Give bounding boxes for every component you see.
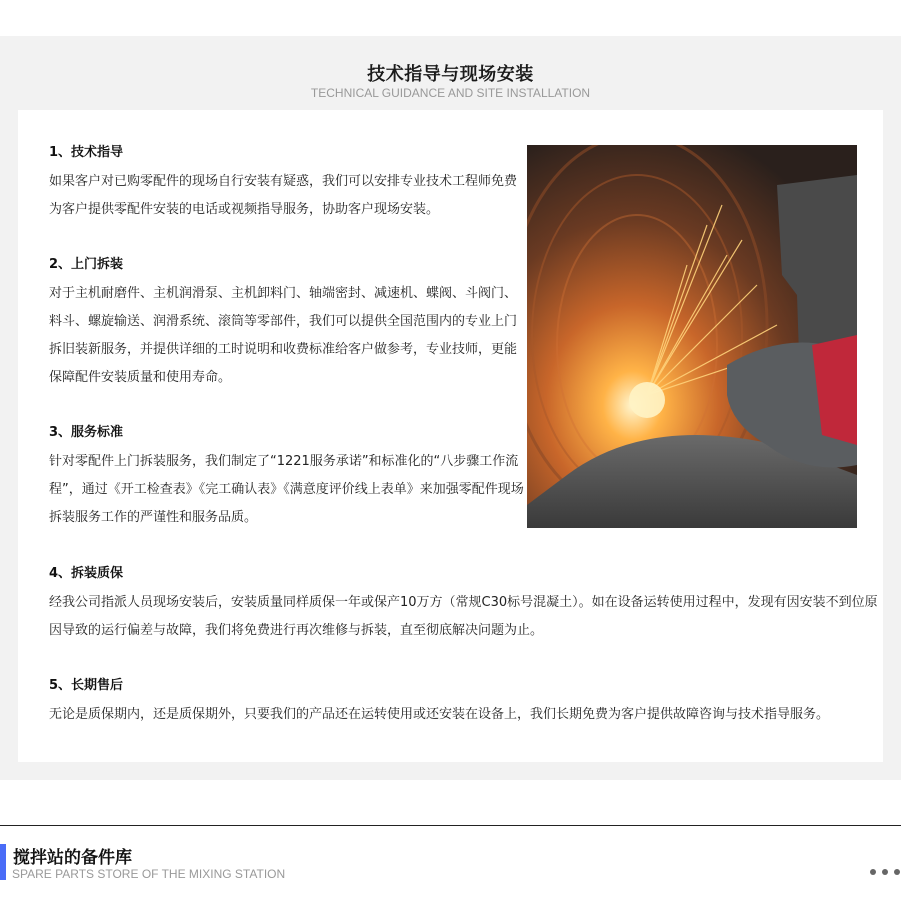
next-section-subtitle: SPARE PARTS STORE OF THE MIXING STATION xyxy=(12,867,286,881)
text-column xyxy=(49,144,529,564)
dot-icon xyxy=(882,869,888,875)
technical-guidance-section xyxy=(0,36,901,780)
section-divider xyxy=(0,825,901,826)
more-icon[interactable] xyxy=(870,869,900,875)
item-title: 3、服务标准 xyxy=(49,425,124,440)
welding-photo xyxy=(527,145,857,528)
item-title: 1、技术指导 xyxy=(49,145,124,160)
content-panel xyxy=(18,110,883,762)
item-onsite-installation xyxy=(49,256,529,424)
dot-icon xyxy=(870,869,876,875)
item-long-term-aftersales xyxy=(49,677,879,729)
item-body: 无论是质保期内，还是质保期外，只要我们的产品还在运转使用或还安装在设备上，我们长期免费为客户提供故障咨询与技术指导服务。 xyxy=(49,707,830,722)
item-installation-warranty xyxy=(49,565,879,645)
next-section-title: 搅拌站的备件库 xyxy=(13,848,132,868)
item-service-standard xyxy=(49,424,529,564)
accent-bar xyxy=(0,844,6,880)
item-body: 经我公司指派人员现场安装后，安装质量同样质保一年或保产10万方（常规C30标号混凝土）。如在设备运转使用过程中，发现有因安装不到位原因导致的运行偏差与故障，我们将免费进行再次维修与拆装，直至彻底解决问题为止。 xyxy=(49,595,878,638)
dot-icon xyxy=(894,869,900,875)
item-title: 5、长期售后 xyxy=(49,678,124,693)
item-body: 对于主机耐磨件、主机润滑泵、主机卸料门、轴端密封、减速机、蝶阀、斗阀门、料斗、螺旋输送、润滑系统、滚筒等零部件，我们可以提供全国范围内的专业上门拆旧装新服务，并提供详细的工时说明和收费标准给客户做参考，专业技师，更能保障配件安装质量和使用寿命。 xyxy=(49,286,518,385)
item-body: 如果客户对已购零配件的现场自行安装有疑惑，我们可以安排专业技术工程师免费为客户提供零配件安装的电话或视频指导服务，协助客户现场安装。 xyxy=(49,174,518,217)
item-technical-guidance xyxy=(49,144,529,256)
section-title: 技术指导与现场安装 xyxy=(367,64,534,85)
item-title: 4、拆装质保 xyxy=(49,566,124,581)
section-subtitle: TECHNICAL GUIDANCE AND SITE INSTALLATION xyxy=(310,86,591,100)
item-body: 针对零配件上门拆装服务，我们制定了“1221服务承诺”和标准化的“八步骤工作流程”，通过《开工检查表》《完工确认表》《满意度评价线上表单》来加强零配件现场拆装服务工作的严谨性和服务品质。 xyxy=(49,454,524,525)
item-title: 2、上门拆装 xyxy=(49,257,124,272)
